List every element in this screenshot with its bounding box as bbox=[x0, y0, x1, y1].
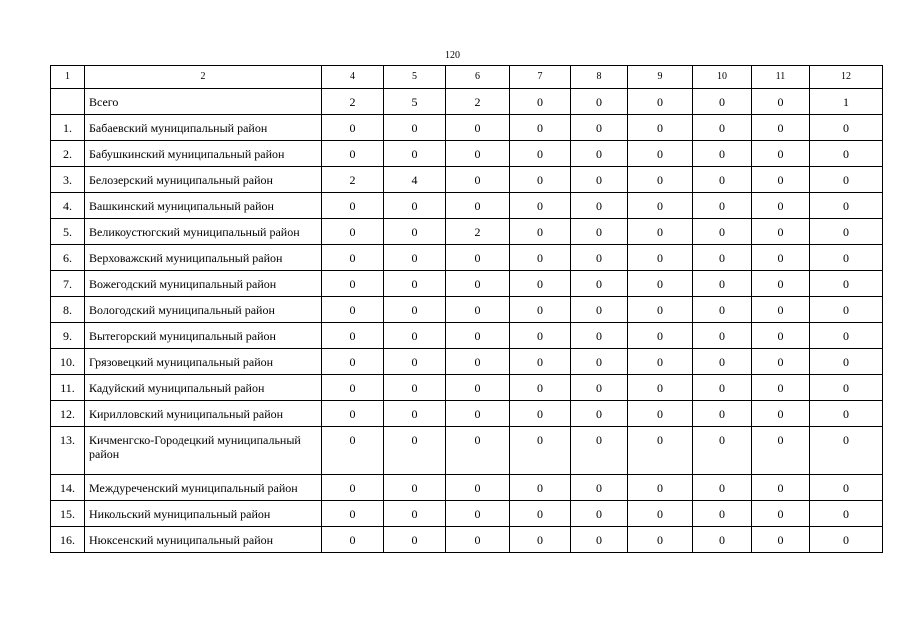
cell-value: 0 bbox=[322, 271, 384, 297]
cell-value: 0 bbox=[384, 427, 446, 475]
cell-value: 0 bbox=[628, 427, 693, 475]
cell-value: 0 bbox=[628, 141, 693, 167]
cell-value: 0 bbox=[446, 527, 510, 553]
cell-value: 0 bbox=[510, 527, 571, 553]
cell-value: 0 bbox=[510, 193, 571, 219]
cell-value: 0 bbox=[384, 375, 446, 401]
cell-value: 0 bbox=[571, 89, 628, 115]
cell-value: 0 bbox=[446, 375, 510, 401]
cell-value: 1 bbox=[810, 89, 883, 115]
cell-value: 0 bbox=[510, 349, 571, 375]
cell-value: 0 bbox=[628, 475, 693, 501]
cell-value: 0 bbox=[384, 115, 446, 141]
row-number: 8. bbox=[51, 297, 85, 323]
cell-value: 0 bbox=[510, 375, 571, 401]
cell-value: 0 bbox=[446, 349, 510, 375]
cell-value: 0 bbox=[628, 115, 693, 141]
cell-value: 0 bbox=[510, 89, 571, 115]
cell-value: 0 bbox=[571, 475, 628, 501]
cell-value: 0 bbox=[446, 271, 510, 297]
row-name: Вашкинский муниципальный район bbox=[85, 193, 322, 219]
cell-value: 0 bbox=[693, 193, 752, 219]
cell-value: 0 bbox=[628, 501, 693, 527]
cell-value: 0 bbox=[810, 323, 883, 349]
cell-value: 0 bbox=[384, 271, 446, 297]
cell-value: 0 bbox=[752, 349, 810, 375]
row-number: 5. bbox=[51, 219, 85, 245]
cell-value: 0 bbox=[510, 501, 571, 527]
cell-value: 0 bbox=[322, 401, 384, 427]
table-row bbox=[51, 167, 883, 193]
cell-value: 0 bbox=[752, 297, 810, 323]
row-name: Кирилловский муниципальный район bbox=[85, 401, 322, 427]
cell-value: 0 bbox=[628, 167, 693, 193]
cell-value: 0 bbox=[628, 401, 693, 427]
row-number bbox=[51, 89, 85, 115]
cell-value: 0 bbox=[693, 89, 752, 115]
cell-value: 0 bbox=[571, 115, 628, 141]
cell-value: 0 bbox=[693, 219, 752, 245]
cell-value: 0 bbox=[693, 167, 752, 193]
row-name: Кадуйский муниципальный район bbox=[85, 375, 322, 401]
cell-value: 0 bbox=[384, 401, 446, 427]
cell-value: 0 bbox=[510, 219, 571, 245]
cell-value: 0 bbox=[810, 167, 883, 193]
row-name: Вытегорский муниципальный район bbox=[85, 323, 322, 349]
cell-value: 0 bbox=[693, 297, 752, 323]
cell-value: 0 bbox=[384, 475, 446, 501]
cell-value: 0 bbox=[810, 349, 883, 375]
cell-value: 0 bbox=[322, 427, 384, 475]
cell-value: 0 bbox=[322, 527, 384, 553]
cell-value: 0 bbox=[693, 271, 752, 297]
row-name: Вологодский муниципальный район bbox=[85, 297, 322, 323]
cell-value: 0 bbox=[752, 193, 810, 219]
table-row bbox=[51, 323, 883, 349]
table-row bbox=[51, 193, 883, 219]
cell-value: 0 bbox=[510, 115, 571, 141]
cell-value: 0 bbox=[571, 375, 628, 401]
table-row bbox=[51, 297, 883, 323]
cell-value: 0 bbox=[571, 349, 628, 375]
cell-value: 0 bbox=[810, 219, 883, 245]
cell-value: 0 bbox=[322, 245, 384, 271]
column-header: 1 bbox=[51, 66, 85, 89]
cell-value: 0 bbox=[571, 245, 628, 271]
cell-value: 0 bbox=[322, 115, 384, 141]
cell-value: 0 bbox=[693, 323, 752, 349]
row-name: Вожегодский муниципальный район bbox=[85, 271, 322, 297]
cell-value: 0 bbox=[510, 323, 571, 349]
cell-value: 0 bbox=[384, 501, 446, 527]
cell-value: 0 bbox=[810, 475, 883, 501]
row-name: Белозерский муниципальный район bbox=[85, 167, 322, 193]
table-row bbox=[51, 349, 883, 375]
cell-value: 0 bbox=[510, 167, 571, 193]
cell-value: 0 bbox=[810, 427, 883, 475]
cell-value: 0 bbox=[510, 245, 571, 271]
table-body bbox=[51, 66, 883, 553]
cell-value: 0 bbox=[571, 297, 628, 323]
cell-value: 0 bbox=[693, 375, 752, 401]
table-row bbox=[51, 427, 883, 475]
row-number: 7. bbox=[51, 271, 85, 297]
page-number: 120 bbox=[445, 50, 460, 61]
cell-value: 0 bbox=[810, 271, 883, 297]
cell-value: 0 bbox=[571, 271, 628, 297]
cell-value: 0 bbox=[446, 297, 510, 323]
cell-value: 0 bbox=[810, 401, 883, 427]
cell-value: 0 bbox=[322, 219, 384, 245]
table-row bbox=[51, 375, 883, 401]
cell-value: 0 bbox=[322, 193, 384, 219]
row-number: 15. bbox=[51, 501, 85, 527]
cell-value: 0 bbox=[571, 427, 628, 475]
cell-value: 0 bbox=[510, 271, 571, 297]
cell-value: 0 bbox=[752, 375, 810, 401]
cell-value: 0 bbox=[322, 141, 384, 167]
row-name: Никольский муниципальный район bbox=[85, 501, 322, 527]
table-row bbox=[51, 401, 883, 427]
cell-value: 0 bbox=[752, 219, 810, 245]
cell-value: 0 bbox=[693, 141, 752, 167]
row-number: 6. bbox=[51, 245, 85, 271]
cell-value: 0 bbox=[322, 375, 384, 401]
column-header: 8 bbox=[571, 66, 628, 89]
cell-value: 0 bbox=[810, 193, 883, 219]
cell-value: 0 bbox=[510, 427, 571, 475]
row-name: Великоустюгский муниципальный район bbox=[85, 219, 322, 245]
table-row bbox=[51, 141, 883, 167]
table-row bbox=[51, 271, 883, 297]
cell-value: 0 bbox=[693, 401, 752, 427]
cell-value: 0 bbox=[752, 271, 810, 297]
total-row bbox=[51, 89, 883, 115]
row-name: Нюксенский муниципальный район bbox=[85, 527, 322, 553]
cell-value: 0 bbox=[752, 89, 810, 115]
cell-value: 0 bbox=[752, 427, 810, 475]
cell-value: 0 bbox=[571, 193, 628, 219]
cell-value: 0 bbox=[446, 323, 510, 349]
cell-value: 0 bbox=[810, 375, 883, 401]
cell-value: 0 bbox=[693, 501, 752, 527]
cell-value: 0 bbox=[628, 297, 693, 323]
column-header: 5 bbox=[384, 66, 446, 89]
cell-value: 0 bbox=[384, 193, 446, 219]
cell-value: 0 bbox=[571, 401, 628, 427]
cell-value: 0 bbox=[446, 245, 510, 271]
cell-value: 0 bbox=[510, 475, 571, 501]
statistics-table bbox=[50, 65, 883, 553]
cell-value: 0 bbox=[571, 501, 628, 527]
cell-value: 0 bbox=[322, 349, 384, 375]
cell-value: 0 bbox=[810, 527, 883, 553]
row-number: 9. bbox=[51, 323, 85, 349]
column-header: 4 bbox=[322, 66, 384, 89]
cell-value: 0 bbox=[628, 323, 693, 349]
cell-value: 0 bbox=[510, 141, 571, 167]
table-row bbox=[51, 475, 883, 501]
row-name: Кичменгско-Городецкий муниципальный район bbox=[85, 427, 322, 475]
row-number: 4. bbox=[51, 193, 85, 219]
cell-value: 0 bbox=[322, 323, 384, 349]
cell-value: 5 bbox=[384, 89, 446, 115]
cell-value: 0 bbox=[752, 167, 810, 193]
cell-value: 0 bbox=[628, 219, 693, 245]
cell-value: 0 bbox=[810, 141, 883, 167]
row-number: 13. bbox=[51, 427, 85, 475]
cell-value: 0 bbox=[693, 245, 752, 271]
cell-value: 0 bbox=[752, 527, 810, 553]
cell-value: 0 bbox=[693, 427, 752, 475]
row-number: 3. bbox=[51, 167, 85, 193]
cell-value: 2 bbox=[322, 89, 384, 115]
row-number: 2. bbox=[51, 141, 85, 167]
cell-value: 0 bbox=[810, 297, 883, 323]
table-row bbox=[51, 245, 883, 271]
cell-value: 0 bbox=[752, 475, 810, 501]
table-row bbox=[51, 527, 883, 553]
cell-value: 0 bbox=[693, 349, 752, 375]
cell-value: 0 bbox=[693, 115, 752, 141]
cell-value: 0 bbox=[628, 193, 693, 219]
cell-value: 0 bbox=[752, 323, 810, 349]
cell-value: 0 bbox=[752, 245, 810, 271]
cell-value: 0 bbox=[446, 115, 510, 141]
column-header: 10 bbox=[693, 66, 752, 89]
row-number: 1. bbox=[51, 115, 85, 141]
cell-value: 0 bbox=[384, 297, 446, 323]
cell-value: 0 bbox=[752, 401, 810, 427]
cell-value: 0 bbox=[628, 527, 693, 553]
cell-value: 0 bbox=[510, 401, 571, 427]
cell-value: 0 bbox=[446, 141, 510, 167]
cell-value: 0 bbox=[384, 349, 446, 375]
row-name: Междуреченский муниципальный район bbox=[85, 475, 322, 501]
row-name: Грязовецкий муниципальный район bbox=[85, 349, 322, 375]
column-header: 11 bbox=[752, 66, 810, 89]
cell-value: 0 bbox=[693, 475, 752, 501]
cell-value: 0 bbox=[628, 245, 693, 271]
cell-value: 0 bbox=[752, 115, 810, 141]
cell-value: 0 bbox=[571, 323, 628, 349]
cell-value: 0 bbox=[446, 167, 510, 193]
column-header: 12 bbox=[810, 66, 883, 89]
cell-value: 0 bbox=[322, 501, 384, 527]
cell-value: 0 bbox=[384, 527, 446, 553]
row-number: 14. bbox=[51, 475, 85, 501]
cell-value: 0 bbox=[384, 219, 446, 245]
cell-value: 2 bbox=[322, 167, 384, 193]
column-header: 2 bbox=[85, 66, 322, 89]
cell-value: 0 bbox=[810, 115, 883, 141]
column-header: 9 bbox=[628, 66, 693, 89]
cell-value: 0 bbox=[384, 141, 446, 167]
cell-value: 4 bbox=[384, 167, 446, 193]
cell-value: 0 bbox=[752, 501, 810, 527]
cell-value: 2 bbox=[446, 219, 510, 245]
cell-value: 0 bbox=[693, 527, 752, 553]
cell-value: 0 bbox=[571, 167, 628, 193]
cell-value: 0 bbox=[571, 527, 628, 553]
cell-value: 0 bbox=[322, 297, 384, 323]
header-row bbox=[51, 66, 883, 89]
cell-value: 0 bbox=[446, 501, 510, 527]
table-row bbox=[51, 501, 883, 527]
cell-value: 2 bbox=[446, 89, 510, 115]
row-name: Всего bbox=[85, 89, 322, 115]
cell-value: 0 bbox=[571, 219, 628, 245]
row-number: 16. bbox=[51, 527, 85, 553]
table-row bbox=[51, 115, 883, 141]
cell-value: 0 bbox=[384, 323, 446, 349]
row-number: 12. bbox=[51, 401, 85, 427]
cell-value: 0 bbox=[628, 349, 693, 375]
row-name: Верховажский муниципальный район bbox=[85, 245, 322, 271]
row-number: 11. bbox=[51, 375, 85, 401]
cell-value: 0 bbox=[510, 297, 571, 323]
column-header: 7 bbox=[510, 66, 571, 89]
cell-value: 0 bbox=[446, 427, 510, 475]
cell-value: 0 bbox=[628, 89, 693, 115]
cell-value: 0 bbox=[810, 245, 883, 271]
cell-value: 0 bbox=[571, 141, 628, 167]
cell-value: 0 bbox=[322, 475, 384, 501]
cell-value: 0 bbox=[446, 475, 510, 501]
row-name: Бабаевский муниципальный район bbox=[85, 115, 322, 141]
cell-value: 0 bbox=[446, 401, 510, 427]
cell-value: 0 bbox=[384, 245, 446, 271]
column-header: 6 bbox=[446, 66, 510, 89]
table-row bbox=[51, 219, 883, 245]
cell-value: 0 bbox=[628, 271, 693, 297]
cell-value: 0 bbox=[810, 501, 883, 527]
cell-value: 0 bbox=[628, 375, 693, 401]
row-number: 10. bbox=[51, 349, 85, 375]
row-name: Бабушкинский муниципальный район bbox=[85, 141, 322, 167]
cell-value: 0 bbox=[752, 141, 810, 167]
cell-value: 0 bbox=[446, 193, 510, 219]
